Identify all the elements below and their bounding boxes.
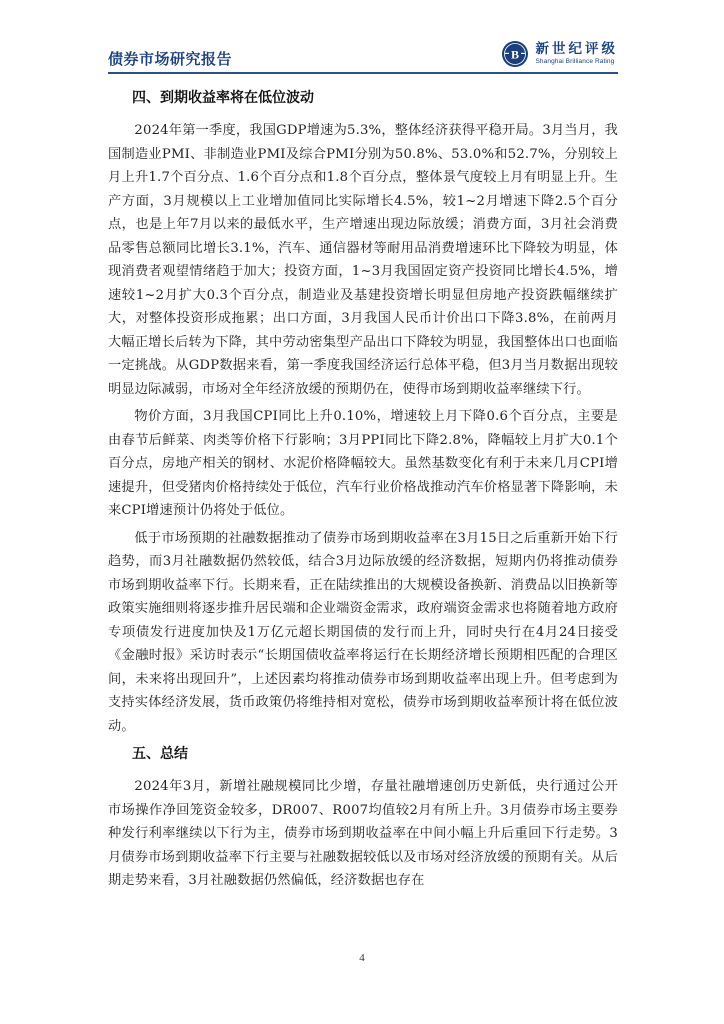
svg-text:B: B [510,47,519,62]
paragraph-prices: 物价方面，3月我国CPI同比上升0.10%，增速较上月下降0.6个百分点，主要是由春节后鲜菜、肉类等价格下行影响；3月PPI同比下降2.8%，降幅较上月扩大0.1个百分点，房地产相关的钢材、水泥价格降幅较大。虽然基数变化有利于未来几月CPI增速提升，但受猪肉价格持续处于低位，汽车行业价格战推动汽车价格显著下降影响，未来CPI增速预计仍将处于低位。 [108,409,618,518]
logo-english-name: Shanghai Brilliance Rating [535,58,615,65]
page-header [108,36,618,72]
paragraph-summary: 2024年3月，新增社融规模同比少增，存量社融增速创历史新低，央行通过公开市场操作净回笼资金较多，DR007、R007均值较2月有所上升。3月债券市场主要券种发行利率继续以下行为主，债券市场到期收益率在中间小幅上升后重回下行走势。3月债券市场到期收益率下行主要与社融数据较低以及市场对经济放缓的预期有关。从后期走势来看，3月社融数据仍然偏低，经济数据也存在 [108,779,618,888]
company-logo [501,36,619,72]
report-series-title: 债券市场研究报告 [108,50,233,68]
brilliance-logo-icon [501,40,529,68]
logo-chinese-name: 新世纪评级 [535,41,618,57]
header-divider [108,72,618,74]
section-title-yield-outlook: 四、到期收益率将在低位波动 [132,90,314,106]
paragraph-social-financing: 低于市场预期的社融数据推动了债券市场到期收益率在3月15日之后重新开始下行趋势，而3月社融数据仍然较低，结合3月边际放缓的经济数据，短期内仍将推动债券市场到期收益率下行。长期来看，正在陆续推出的大规模设备换新、消费品以旧换新等政策实施细则将逐步推升居民端和企业端资金需求，政府端资金需求也将随着地方政府专项债发行进度加快及1万亿元超长期国债的发行而上升，同时央行在4月24日接受《金融时报》采访时表示“长期国债收益率将运行在长期经济增长预期相匹配的合理区间，未来将出现回升”，上述因素均将推动债券市场到期收益率出现上升。但考虑到为支持实体经济发展，货币政策仍将维持相对宽松，债券市场到期收益率预计将在低位波动。 [108,530,618,734]
main-content [108,86,618,897]
paragraph-gdp: 2024年第一季度，我国GDP增速为5.3%，整体经济获得平稳开局。3月当月，我国制造业PMI、非制造业PMI及综合PMI分别为50.8%、53.0%和52.7%，分别较上月上升1.7个百分点、1.6个百分点和1.8个百分点，整体景气度较上月有明显上升。生产方面，3月规模以上工业增加值同比实际增长4.5%，较1~2月增速下降2.5个百分点，也是上年7月以来的最低水平，生产增速出现边际放缓；消费方面，3月社会消费品零售总额同比增长3.1%，汽车、通信器材等耐用品消费增速环比下降较为明显，体现消费者观望情绪趋于加大；投资方面，1~3月我国固定资产投资同比增长4.5%，增速较1~2月扩大0.3个百分点，制造业及基建投资增长明显但房地产投资跌幅继续扩大，对整体投资形成拖累；出口方面，3月我国人民币计价出口下降3.8%，在前两月大幅正增长后转为下降，其中劳动密集型产品出口下降较为明显，我国整体出口也面临一定挑战。从GDP数据来看，第一季度我国经济运行总体平稳，但3月当月数据出现较明显边际减弱，市场对全年经济放缓的预期仍在，使得市场到期收益率继续下行。 [108,123,618,397]
section-title-summary: 五、总结 [132,746,188,762]
page-number: 4 [359,952,365,964]
